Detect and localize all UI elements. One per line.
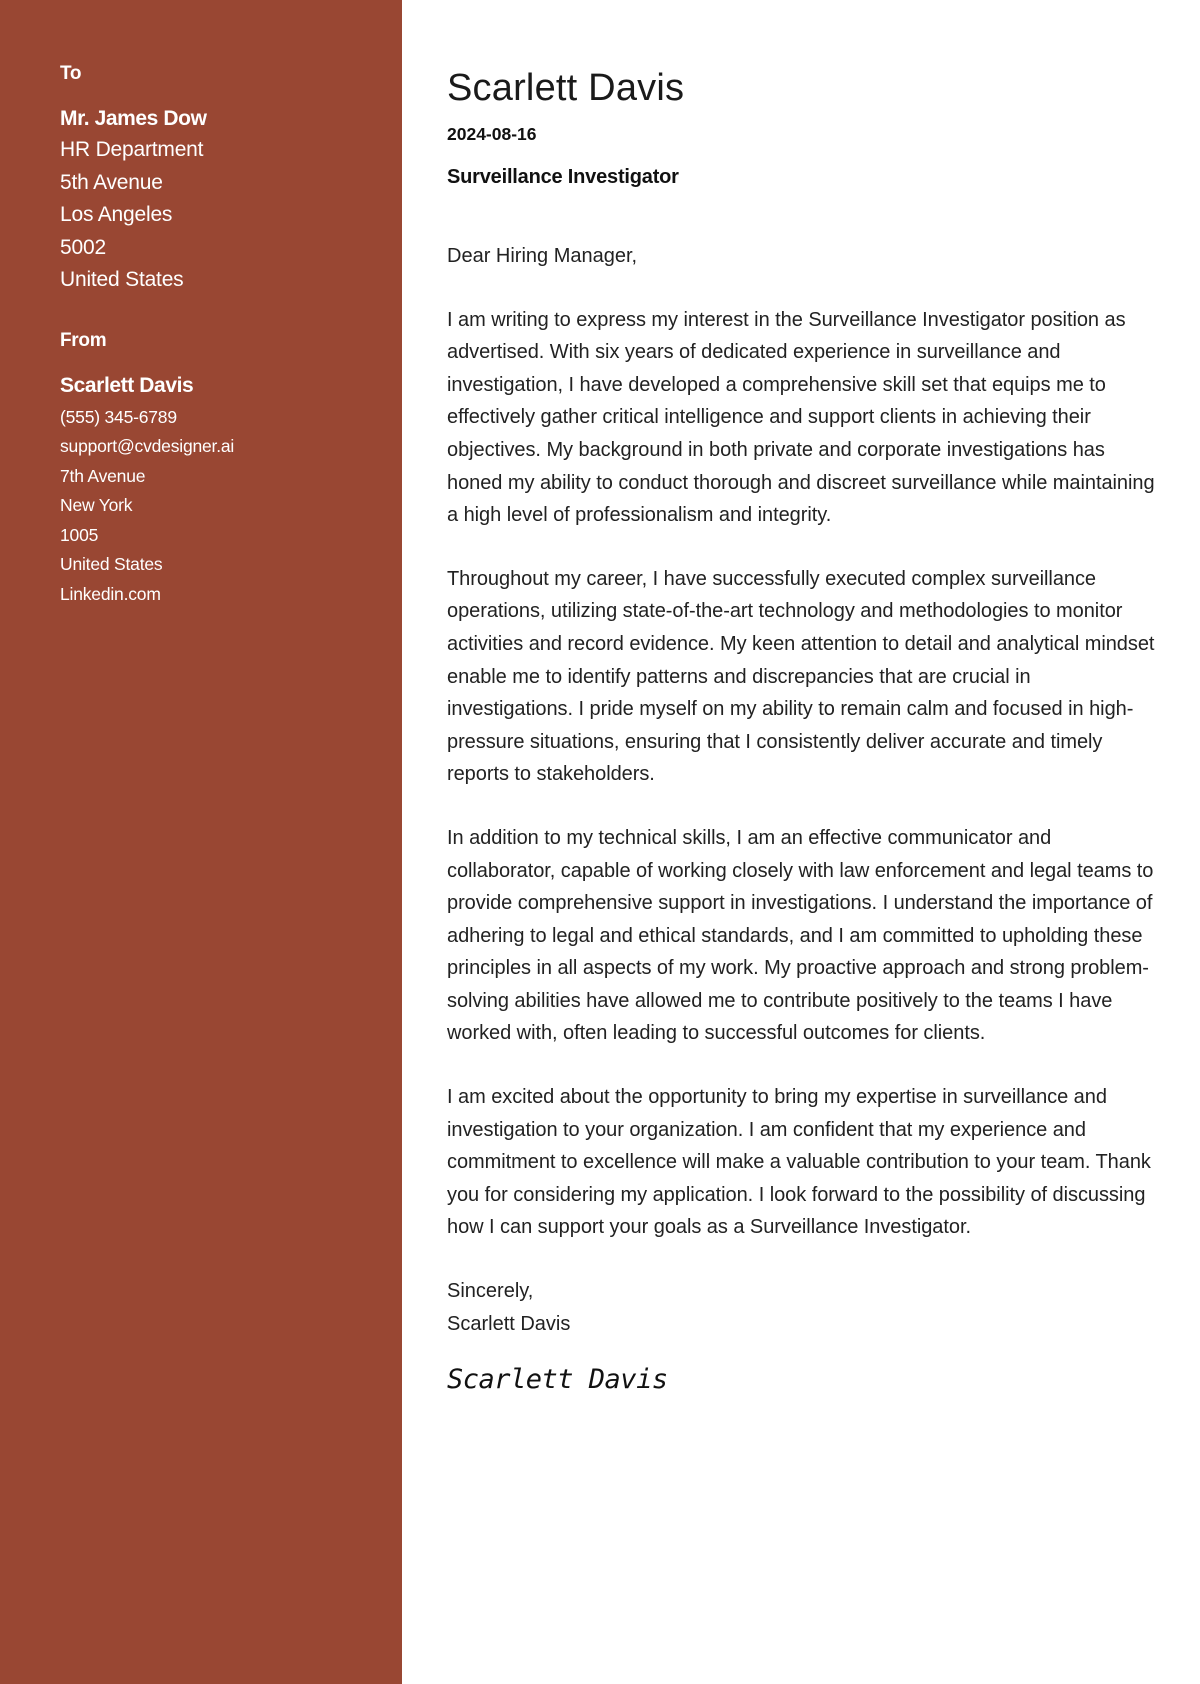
sender-street: 7th Avenue	[60, 465, 146, 486]
recipient-city: Los Angeles	[60, 203, 173, 227]
letter-paragraph-3: In addition to my technical skills, I am an effective communicator and collaborator, capable of working closely with law enforcement and legal teams to provide comprehensive support in investigations. I understand the importance of adhering to legal and ethical standards, and I am committed to upholding these principles in all aspects of my work. My proactive approach and strong problem-solving abilities have allowed me to contribute positively to the teams I have worked with, often leading to successful outcomes for clients.	[447, 826, 1154, 1045]
sender-phone: (555) 345-6789	[60, 406, 177, 427]
letter-paragraph-1: I am writing to express my interest in the Surveillance Investigator position as advertised. With six years of dedicated experience in surveillance and investigation, I have developed a comprehensive skill set that equips me to effectively gather critical intelligence and support clients in achieving their objectives. My background in both private and corporate investigations has honed my ability to conduct thorough and discreet surveillance while maintaining a high level of professionalism and integrity.	[447, 308, 1155, 527]
closing: Sincerely,	[447, 1280, 534, 1303]
signature: Scarlett Davis	[447, 1364, 668, 1396]
letter-body	[402, 0, 1200, 1684]
letter-paragraph-4: I am excited about the opportunity to bring my expertise in surveillance and investigation to your organization. I am confident that my experience and commitment to excellence will make a valuable contribution to your team. Thank you for considering my application. I look forward to the possibility of discussing how I can support your goals as a Surveillance Investigator.	[447, 1086, 1151, 1239]
recipient-street: 5th Avenue	[60, 170, 163, 194]
recipient-section-label: To	[60, 63, 82, 84]
recipient-country: United States	[60, 268, 184, 292]
letter-date: 2024-08-16	[447, 124, 537, 144]
sender-city: New York	[60, 495, 133, 516]
recipient-postal: 5002	[60, 235, 106, 259]
sender-postal: 1005	[60, 524, 99, 545]
job-title: Surveillance Investigator	[447, 166, 679, 188]
sender-name: Scarlett Davis	[60, 373, 194, 397]
recipient-department: HR Department	[60, 138, 204, 161]
applicant-name-heading: Scarlett Davis	[447, 67, 685, 109]
recipient-name: Mr. James Dow	[60, 107, 207, 130]
salutation: Dear Hiring Manager,	[447, 245, 638, 267]
contact-sidebar	[0, 0, 402, 1684]
sender-section-label: From	[60, 329, 107, 351]
sender-email: support@cvdesigner.ai	[60, 436, 235, 457]
letter-paragraph-2: Throughout my career, I have successfully executed complex surveillance operations, utilizing state-of-the-art technology and methodologies to monitor activities and record evidence. My keen attention to detail and analytical mindset enable me to identify patterns and discrepancies that are crucial in investigations. I pride myself on my ability to remain calm and focused in high-pressure situations, ensuring that I consistently deliver accurate and timely reports to stakeholders.	[447, 567, 1155, 786]
sender-website: Linkedin.com	[60, 583, 161, 604]
closing-name: Scarlett Davis	[447, 1312, 571, 1335]
sender-country: United States	[60, 554, 163, 575]
